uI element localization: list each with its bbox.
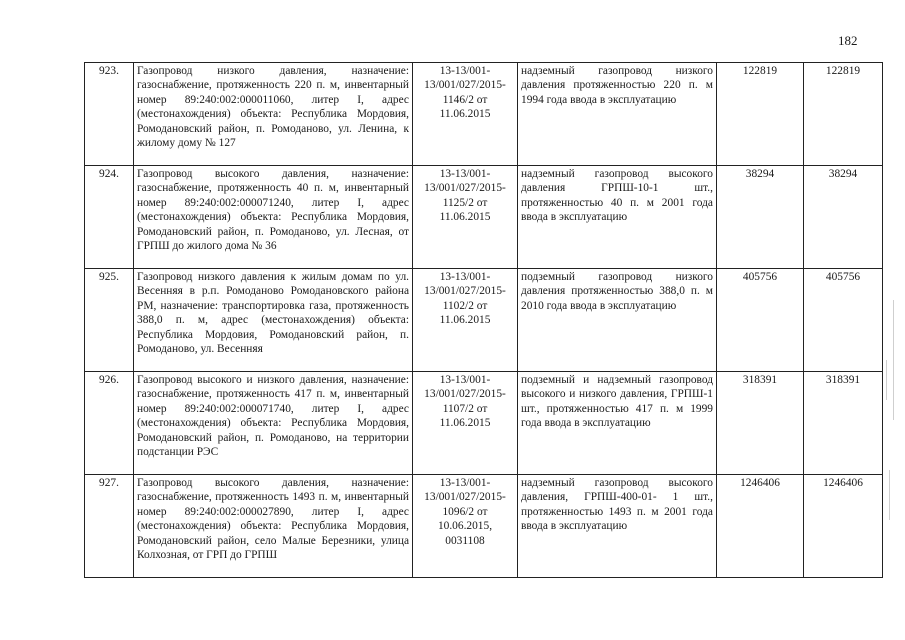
object-description: Газопровод высокого давления, назначение: газоснабжение, протяженность 40 п. м, инвентарный номер 89:240:002:000071240, литер I, адрес (местонахождения) объекта: Республика Мордовия, Ромодановский район, п. Ромоданово, ул. Лесная, от ГРПШ до жилого дома № 36 (134, 166, 413, 269)
table-row (85, 269, 883, 372)
table-row (85, 372, 883, 475)
object-description: Газопровод высокого и низкого давления, назначение: газоснабжение, протяженность 417 п. м, инвентарный номер 89:240:002:000071740, литер I, адрес (местонахождения) объекта: Республика Мордовия, Ромодановский район, п. Ромоданово, на территории подстанции РЭС (134, 372, 413, 475)
row-number: 927. (85, 475, 134, 578)
table-row (85, 166, 883, 269)
row-number: 925. (85, 269, 134, 372)
value-1: 122819 (717, 63, 804, 166)
row-number: 923. (85, 63, 134, 166)
registry-table (84, 62, 883, 578)
value-2: 1246406 (804, 475, 883, 578)
object-description: Газопровод низкого давления, назначение: газоснабжение, протяженность 220 п. м, инвентарный номер 89:240:002:000011060, литер I, адрес (местонахождения) объекта: Республика Мордовия, Ромодановский район, п. Ромоданово, ул. Ленина, к жилому дому № 127 (134, 63, 413, 166)
page-number: 182 (838, 33, 858, 48)
value-2: 122819 (804, 63, 883, 166)
object-characteristics: надземный газопровод высокого давления, ГРПШ-400-01- 1 шт., протяженностью 1493 п. м 2001 года ввода в эксплуатацию (518, 475, 717, 578)
registration-record: 13-13/001- 13/001/027/2015- 1096/2 от 10.06.2015, 0031108 (413, 475, 518, 578)
object-characteristics: подземный газопровод низкого давления протяженностью 388,0 п. м 2010 года ввода в эксплуатацию (518, 269, 717, 372)
value-2: 318391 (804, 372, 883, 475)
scan-artifact (889, 470, 890, 520)
object-description: Газопровод высокого давления, назначение: газоснабжение, протяженность 1493 п. м, инвентарный номер 89:240:002:000027890, литер I, адрес (местонахождения) объекта: Республика Мордовия, Ромодановский район, село Малые Березники, улица Колхозная, от ГРП до ГРПШ (134, 475, 413, 578)
scan-artifact (893, 300, 894, 420)
value-2: 405756 (804, 269, 883, 372)
table-row (85, 63, 883, 166)
value-1: 1246406 (717, 475, 804, 578)
table-row (85, 475, 883, 578)
row-number: 924. (85, 166, 134, 269)
value-1: 405756 (717, 269, 804, 372)
registration-record: 13-13/001- 13/001/027/2015- 1146/2 от 11.06.2015 (413, 63, 518, 166)
registration-record: 13-13/001- 13/001/027/2015- 1102/2 от 11.06.2015 (413, 269, 518, 372)
value-1: 318391 (717, 372, 804, 475)
scan-artifact (886, 360, 887, 400)
object-characteristics: надземный газопровод низкого давления протяженностью 220 п. м 1994 года ввода в эксплуатацию (518, 63, 717, 166)
value-2: 38294 (804, 166, 883, 269)
object-description: Газопровод низкого давления к жилым домам по ул. Весенняя в р.п. Ромоданово Ромодановского района РМ, назначение: транспортировка газа, протяженность 388,0 п. м, адрес (местонахождения) объекта: Республика Мордовия, Ромодановский район, п. Ромоданово, ул. Весенняя (134, 269, 413, 372)
value-1: 38294 (717, 166, 804, 269)
row-number: 926. (85, 372, 134, 475)
registration-record: 13-13/001- 13/001/027/2015- 1125/2 от 11.06.2015 (413, 166, 518, 269)
registration-record: 13-13/001- 13/001/027/2015- 1107/2 от 11.06.2015 (413, 372, 518, 475)
object-characteristics: надземный газопровод высокого давления ГРПШ-10-1 шт., протяженностью 40 п. м 2001 года ввода в эксплуатацию (518, 166, 717, 269)
object-characteristics: подземный и надземный газопровод высокого и низкого давления, ГРПШ-1 шт., протяженностью 417 п. м 1999 года ввода в эксплуатацию (518, 372, 717, 475)
